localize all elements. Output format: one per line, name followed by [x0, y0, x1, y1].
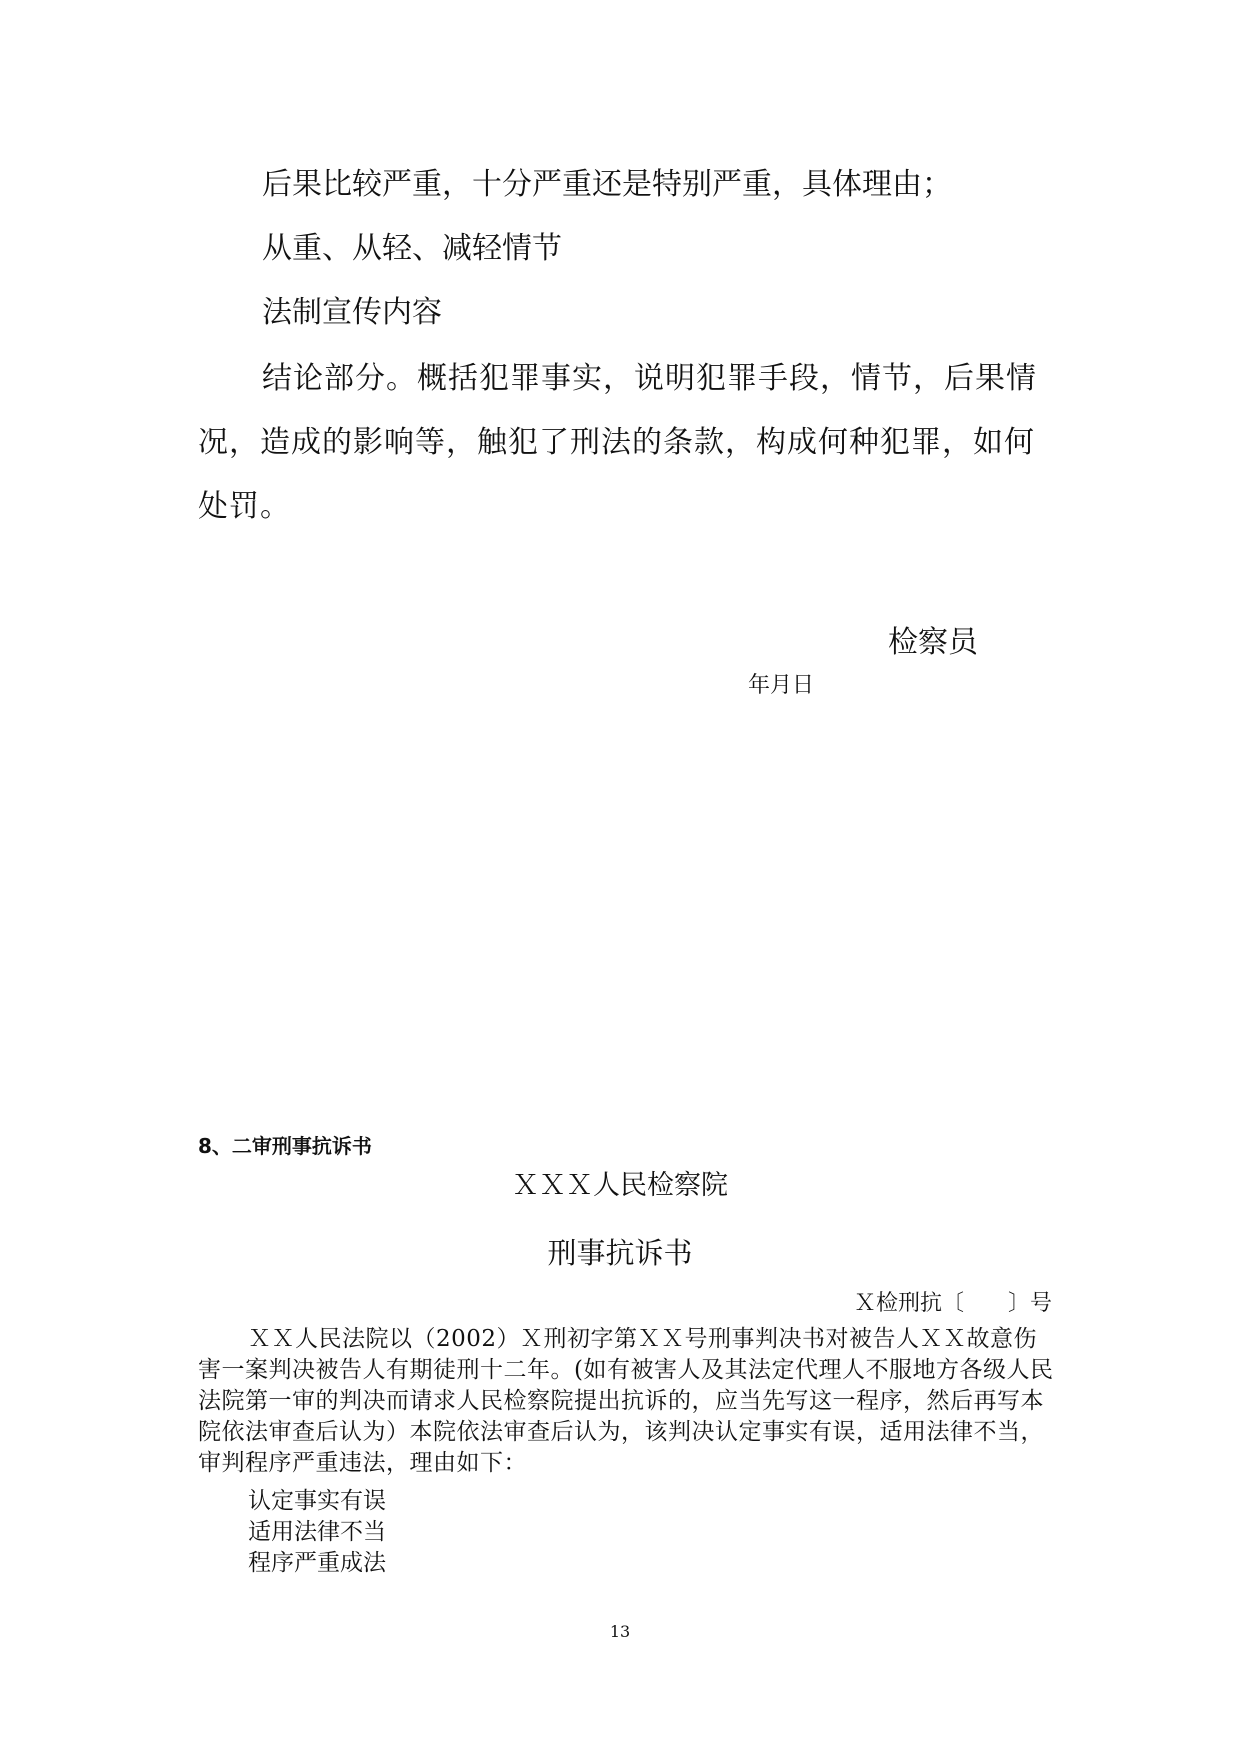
section-heading: 8、二审刑事抗诉书: [198, 1134, 372, 1158]
text-line: 从重、从轻、减轻情节: [262, 231, 562, 266]
text-line: 法制宣传内容: [262, 295, 442, 330]
conclusion-paragraph: 结论部分。概括犯罪事实，说明犯罪手段，情节，后果情况，造成的影响等，触犯了刑法的条款，构成何种犯罪，如何处罚。: [198, 361, 1037, 524]
text-line: 后果比较严重，十分严重还是特别严重，具体理由；: [262, 167, 952, 202]
reason-list: [248, 1486, 386, 1579]
document-number: Ｘ检刑抗〔 〕号: [853, 1291, 1052, 1316]
page-number: 13: [609, 1622, 631, 1641]
date-label: 年月日: [748, 673, 815, 698]
list-item: 适用法律不当: [248, 1519, 386, 1545]
list-item: 认定事实有误: [248, 1488, 386, 1514]
list-item: 程序严重成法: [248, 1550, 386, 1576]
agency-title: ＸＸＸ人民检察院: [512, 1170, 728, 1201]
document-title: 刑事抗诉书: [547, 1236, 693, 1270]
body-paragraph: ＸＸ人民法院以（2002）Ｘ刑初字第ＸＸ号刑事判决书对被告人ＸＸ故意伤害一案判决被告人有期徒刑十二年。(如有被害人及其法定代理人不服地方各级人民法院第一审的判决而请求人民检察院提出抗诉的，应当先写这一程序，然后再写本院依法审查后认为）本院依法审查后认为，该判决认定事实有误，适用法律不当，审判程序严重违法，理由如下：: [198, 1326, 1054, 1476]
signature-label: 检察员: [888, 625, 978, 660]
